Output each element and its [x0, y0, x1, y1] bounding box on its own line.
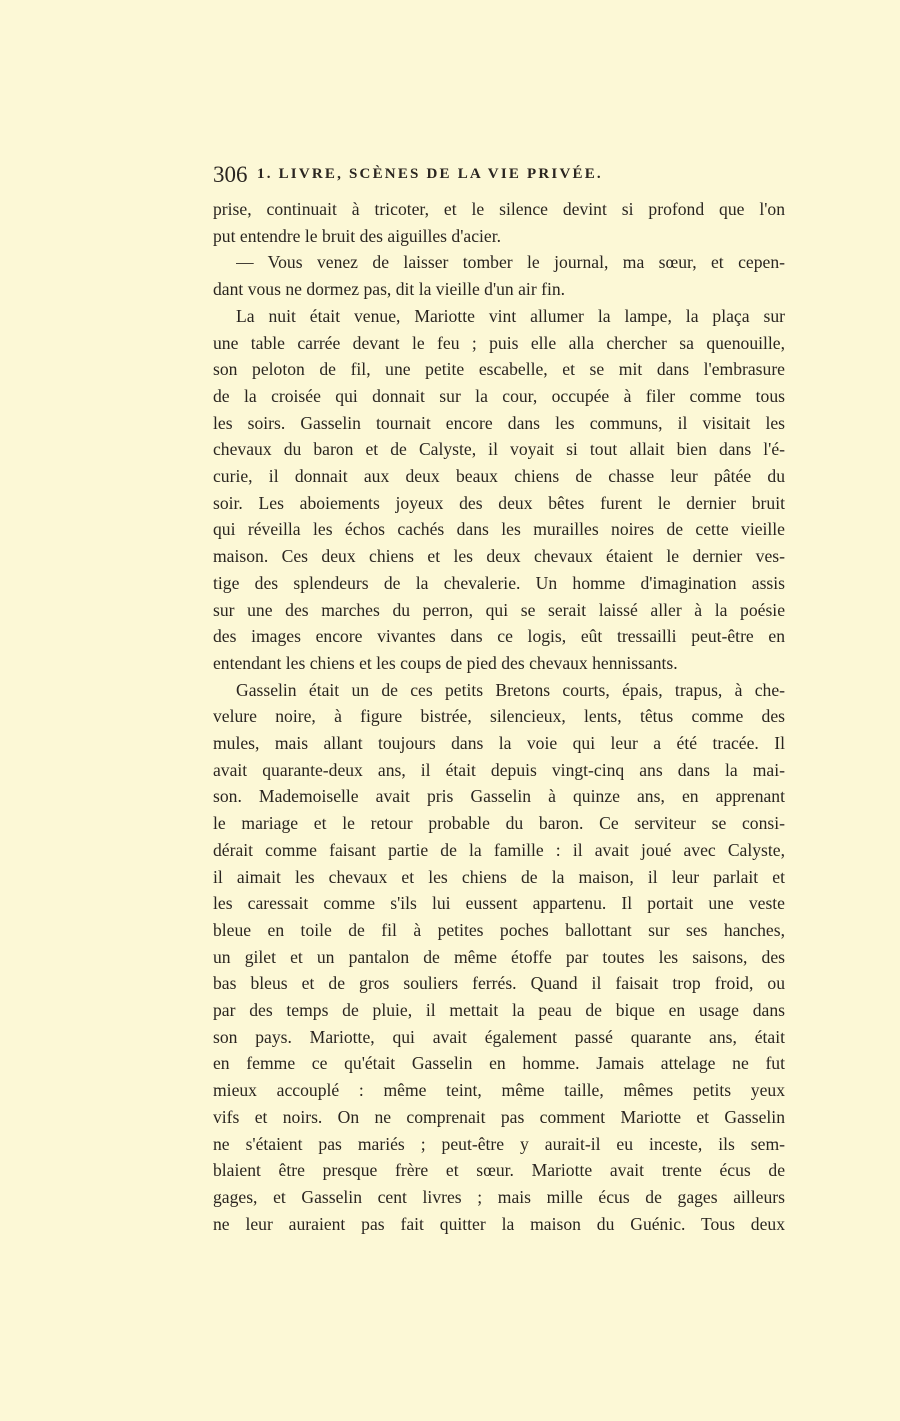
text-line: bleue en toile de fil à petites poches ballottant sur ses hanches, — [213, 919, 785, 940]
text-line: qui réveilla les échos cachés dans les murailles noires de cette vieille — [213, 519, 785, 540]
text-line: des images encore vivantes dans ce logis, eût tressailli peut-être en — [213, 626, 785, 647]
text-line: les soirs. Gasselin tournait encore dans les communs, il visitait les — [213, 412, 785, 433]
running-header — [213, 162, 785, 190]
text-line: velure noire, à figure bistrée, silencieux, lents, têtus comme des — [213, 706, 785, 727]
text-line: ne s'étaient pas mariés ; peut-être y aurait-il eu inceste, ils sem- — [213, 1133, 785, 1154]
page-number: 306 — [213, 162, 248, 187]
text-line: Gasselin était un de ces petits Bretons courts, épais, trapus, à che- — [236, 679, 785, 700]
text-line: par des temps de pluie, il mettait la peau de bique en usage dans — [213, 1000, 785, 1020]
text-line: gages, et Gasselin cent livres ; mais mille écus de gages ailleurs — [213, 1186, 785, 1207]
text-line: — Vous venez de laisser tomber le journal, ma sœur, et cepen- — [236, 252, 785, 273]
text-line: il aimait les chevaux et les chiens de la maison, il leur parlait et — [213, 866, 785, 887]
text-line: prise, continuait à tricoter, et le silence devint si profond que l'on — [213, 199, 785, 219]
text-line: put entendre le bruit des aiguilles d'acier. — [213, 225, 501, 246]
text-line: les caressait comme s'ils lui eussent appartenu. Il portait une veste — [213, 893, 785, 914]
text-line: mules, mais allant toujours dans la voie qui leur a été tracée. Il — [213, 733, 785, 753]
text-line: ne leur auraient pas fait quitter la maison du Guénic. Tous deux — [213, 1213, 785, 1234]
text-line: maison. Ces deux chiens et les deux chevaux étaient le dernier ves- — [213, 546, 785, 567]
text-line: dant vous ne dormez pas, dit la vieille d'un air fin. — [213, 279, 566, 300]
text-line: La nuit était venue, Mariotte vint allumer la lampe, la plaça sur — [236, 305, 785, 326]
text-line: chevaux du baron et de Calyste, il voyait si tout allait bien dans l'é- — [213, 439, 785, 460]
text-line: son peloton de fil, une petite escabelle, et se mit dans l'embrasure — [213, 359, 785, 380]
text-line: curie, il donnait aux deux beaux chiens de chasse leur pâtée du — [213, 466, 785, 486]
text-line: sur une des marches du perron, qui se serait laissé aller à la poésie — [213, 599, 785, 620]
text-line: mieux accouplé : même teint, même taille, mêmes petits yeux — [213, 1080, 785, 1101]
text-line: une table carrée devant le feu ; puis elle alla chercher sa quenouille, — [213, 332, 785, 353]
text-line: vifs et noirs. On ne comprenait pas comment Mariotte et Gasselin — [213, 1106, 785, 1127]
text-line: un gilet et un pantalon de même étoffe par toutes les saisons, des — [213, 946, 785, 967]
text-line: en femme ce qu'était Gasselin en homme. Jamais attelage ne fut — [213, 1053, 785, 1074]
text-line: blaient être presque frère et sœur. Mariotte avait trente écus de — [213, 1160, 785, 1181]
text-line: bas bleus et de gros souliers ferrés. Quand il faisait trop froid, ou — [213, 973, 785, 994]
text-line: son pays. Mariotte, qui avait également passé quarante ans, était — [213, 1026, 785, 1047]
text-line: avait quarante-deux ans, il était depuis vingt-cinq ans dans la mai- — [213, 759, 785, 780]
text-line: le mariage et le retour probable du baron. Ce serviteur se consi- — [213, 813, 785, 834]
text-line: soir. Les aboiements joyeux des deux bêtes furent le dernier bruit — [213, 492, 785, 513]
text-line: entendant les chiens et les coups de pied des chevaux hennissants. — [213, 652, 678, 673]
running-title: 1. LIVRE, SCÈNES DE LA VIE PRIVÉE. — [257, 166, 603, 182]
text-line: dérait comme faisant partie de la famille : il avait joué avec Calyste, — [213, 839, 785, 860]
text-line: de la croisée qui donnait sur la cour, occupée à filer comme tous — [213, 385, 785, 406]
text-line: son. Mademoiselle avait pris Gasselin à quinze ans, en apprenant — [213, 786, 785, 807]
text-line: tige des splendeurs de la chevalerie. Un homme d'imagination assis — [213, 572, 785, 593]
